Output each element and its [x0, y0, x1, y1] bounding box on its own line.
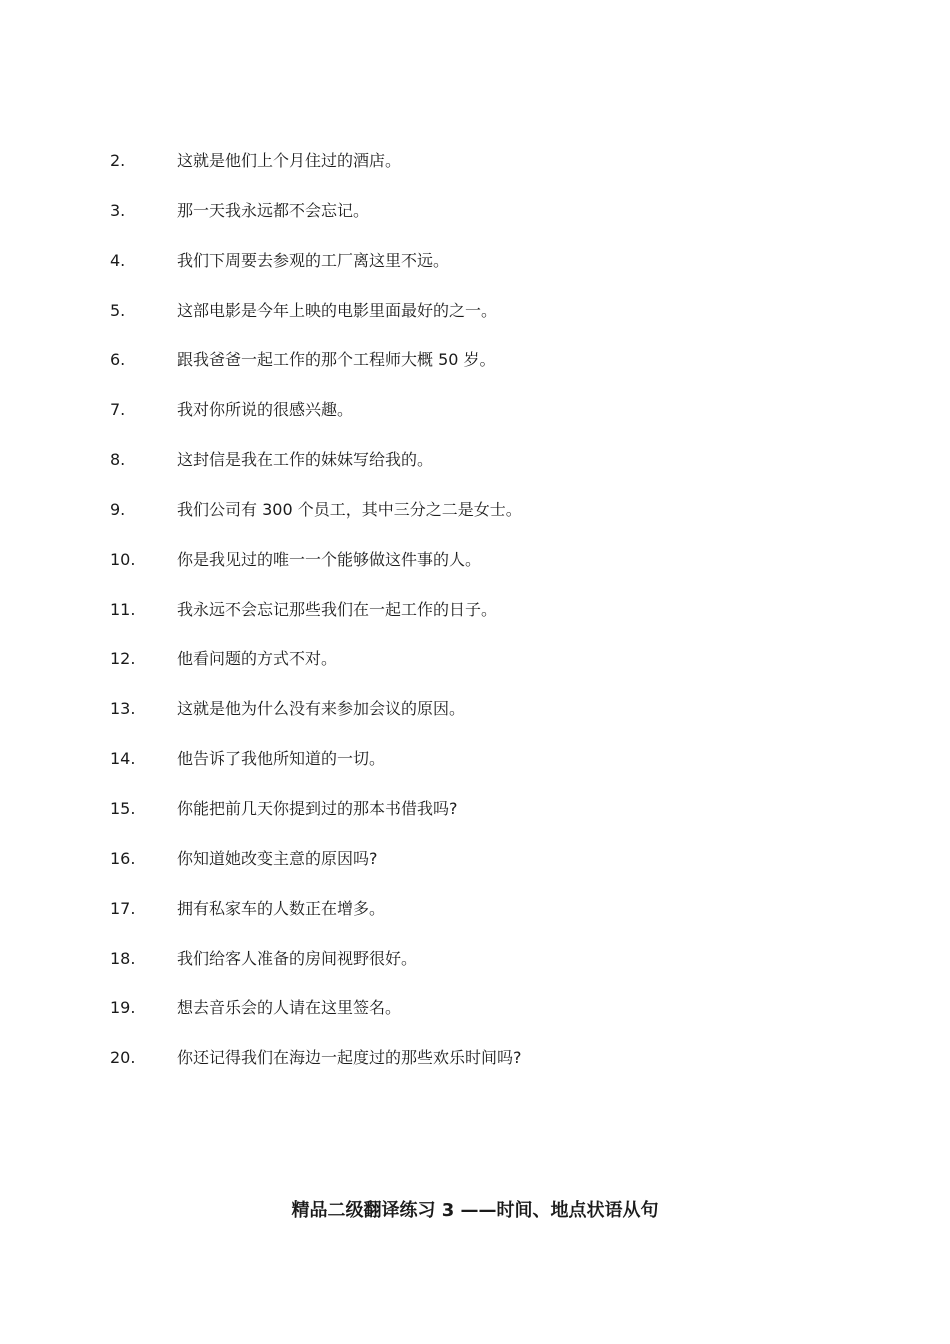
- exercise-number: 16.: [110, 848, 136, 868]
- exercise-number: 10.: [110, 549, 136, 569]
- exercise-text: 我对你所说的很感兴趣。: [177, 400, 354, 420]
- exercise-text: 拥有私家车的人数正在增多。: [177, 898, 386, 918]
- exercise-number: 20.: [110, 1048, 136, 1068]
- exercise-number: 15.: [110, 798, 136, 818]
- exercise-item: [110, 647, 870, 697]
- exercise-number: 17.: [110, 898, 136, 918]
- exercise-text: 我永远不会忘记那些我们在一起工作的日子。: [177, 599, 498, 619]
- exercise-text: 他看问题的方式不对。: [177, 649, 338, 669]
- exercise-number: 11.: [110, 599, 136, 619]
- exercise-text: 跟我爸爸一起工作的那个工程师大概 50 岁。: [177, 350, 496, 370]
- exercise-number: 3.: [110, 200, 126, 220]
- exercise-item: [110, 548, 870, 598]
- exercise-item: [110, 299, 870, 349]
- exercise-number: 8.: [110, 450, 126, 470]
- exercise-number: 6.: [110, 350, 126, 370]
- exercise-number: 5.: [110, 300, 126, 320]
- section-title: 精品二级翻译练习 3 ——时间、地点状语从句: [291, 1199, 659, 1221]
- exercise-number: 12.: [110, 649, 136, 669]
- exercise-text: 你还记得我们在海边一起度过的那些欢乐时间吗?: [177, 1048, 522, 1068]
- exercise-item: [110, 249, 870, 299]
- exercise-text: 我们给客人准备的房间视野很好。: [177, 948, 418, 968]
- exercise-item: [110, 598, 870, 648]
- exercise-number: 19.: [110, 998, 136, 1018]
- exercise-text: 那一天我永远都不会忘记。: [177, 200, 370, 220]
- exercise-item: [110, 149, 870, 199]
- exercise-number: 13.: [110, 699, 136, 719]
- exercise-item: [110, 398, 870, 448]
- exercise-text: 我们下周要去参观的工厂离这里不远。: [177, 250, 450, 270]
- exercise-item: [110, 498, 870, 548]
- exercise-item: [110, 348, 870, 398]
- exercise-number: 14.: [110, 749, 136, 769]
- exercise-item: [110, 1046, 870, 1096]
- exercise-item: [110, 448, 870, 498]
- exercise-text: 他告诉了我他所知道的一切。: [177, 749, 386, 769]
- exercise-text: 这就是他们上个月住过的酒店。: [177, 151, 402, 170]
- exercise-item: [110, 747, 870, 797]
- exercise-item: [110, 847, 870, 897]
- exercise-number: 18.: [110, 948, 136, 968]
- exercise-item: [110, 697, 870, 747]
- exercise-item: [110, 947, 870, 997]
- exercise-item: [110, 199, 870, 249]
- exercise-number: 2.: [110, 151, 126, 170]
- exercise-text: 你知道她改变主意的原因吗?: [177, 848, 378, 868]
- exercise-text: 这封信是我在工作的妹妹写给我的。: [177, 450, 434, 470]
- exercise-text: 这部电影是今年上映的电影里面最好的之一。: [177, 300, 498, 320]
- exercise-number: 9.: [110, 499, 126, 519]
- exercise-item: [110, 797, 870, 847]
- exercise-number: 4.: [110, 250, 126, 270]
- exercise-text: 你是我见过的唯一一个能够做这件事的人。: [177, 549, 482, 569]
- exercise-item: [110, 996, 870, 1046]
- exercise-text: 我们公司有 300 个员工，其中三分之二是女士。: [177, 499, 522, 519]
- exercise-text: 你能把前几天你提到过的那本书借我吗?: [177, 798, 458, 818]
- exercise-text: 这就是他为什么没有来参加会议的原因。: [177, 699, 466, 719]
- exercise-item: [110, 897, 870, 947]
- exercise-text: 想去音乐会的人请在这里签名。: [177, 998, 402, 1018]
- exercise-number: 7.: [110, 400, 126, 420]
- exercise-list: [110, 149, 870, 1096]
